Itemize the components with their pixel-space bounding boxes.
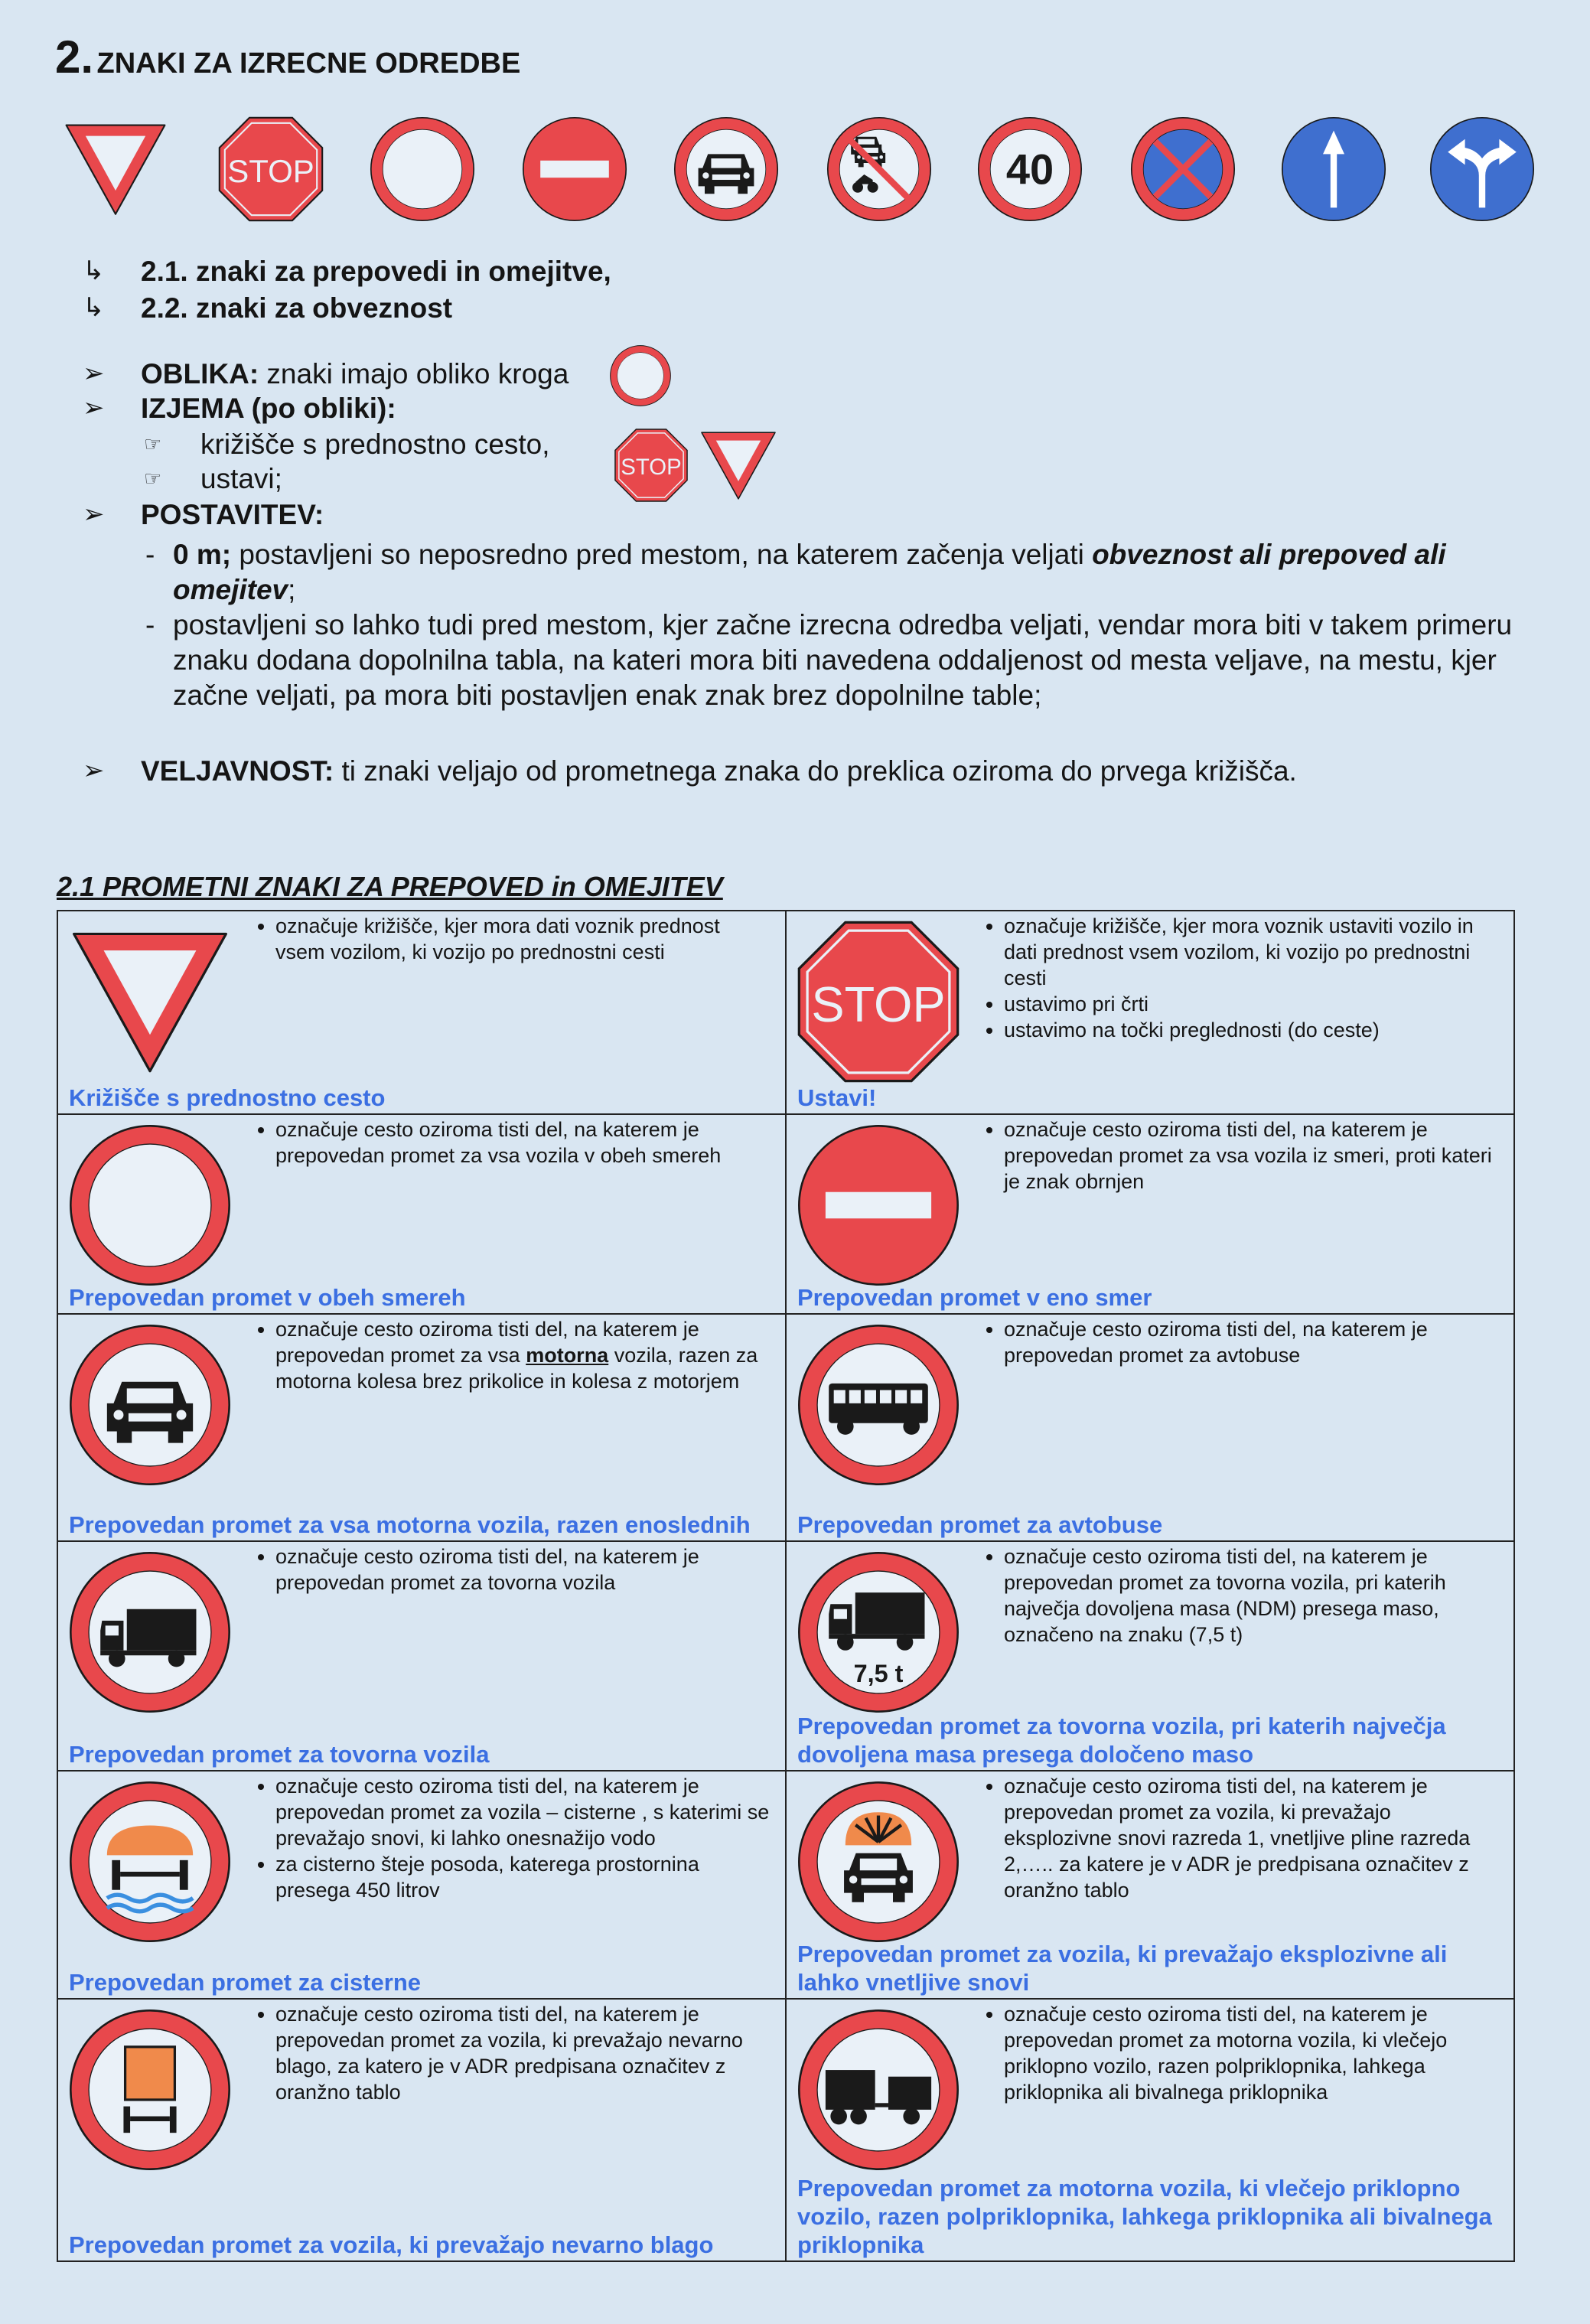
sign-cell-no-explosives [785, 1772, 1513, 1998]
description-bullet: • označuje cesto oziroma tisti del, na katerem je prepovedan promet za avtobuse [1004, 1316, 1501, 1368]
section-title: ZNAKI ZA IZRECNE ODREDBE [96, 47, 521, 80]
sign-caption: Prepovedan promet za cisterne [69, 1969, 421, 1996]
description-bullet: • označuje križišče, kjer mora voznik ustaviti vozilo in dati prednost vsem vozilom, ki vozijo po prednostni cesti [1004, 913, 1501, 991]
sign-caption: Prepovedan promet za vsa motorna vozila, razen enoslednih [69, 1511, 751, 1538]
sign-caption: Prepovedan promet v obeh smereh [69, 1284, 466, 1311]
sign-caption: Prepovedan promet za avtobuse [797, 1511, 1163, 1538]
no-vehicles-sign-icon [67, 1123, 233, 1288]
speed-limit-40-sign-icon [976, 113, 1083, 225]
arrowhead-bullet-icon: ➢ [83, 393, 105, 422]
page-title [55, 31, 520, 83]
svg-text:STOP: STOP [621, 454, 682, 480]
description-list [259, 1543, 773, 1596]
table-row [58, 1998, 1513, 2260]
sign-cell-no-trucks [58, 1542, 785, 1770]
arrow-bullet-icon: ↳ [83, 293, 105, 322]
sign-caption: Prepovedan promet za tovorna vozila [69, 1741, 490, 1768]
sign-caption: Prepovedan promet za tovorna vozila, pri katerih največja dovoljena masa presega določeno maso [797, 1713, 1446, 1768]
pointing-hand-icon: ☞ [144, 432, 162, 455]
oblika-line [141, 357, 569, 391]
postavitev-label: POSTAVITEV: [141, 499, 324, 530]
izjema-item: križišče s prednostno cesto, [200, 429, 550, 460]
sign-caption: Ustavi! [797, 1084, 877, 1111]
no-entry-sign-icon [521, 113, 628, 225]
izjema-label: IZJEMA (po obliki): [141, 393, 396, 424]
no-tankers-sign-icon [67, 1779, 233, 1944]
sign-cell-no-vehicles [58, 1115, 785, 1313]
section-number: 2. [55, 31, 94, 83]
sign-cell-no-entry [785, 1115, 1513, 1313]
description-list [987, 1116, 1501, 1195]
description-list [259, 1116, 773, 1169]
table-row [58, 1770, 1513, 1998]
svg-text:7,5 t: 7,5 t [853, 1659, 904, 1687]
svg-text:40: 40 [1005, 145, 1054, 194]
description-bullet: • označuje cesto oziroma tisti del, na katerem je prepovedan promet za vozila, ki prevažajo eksplozivne snovi razreda 1, vnetljive pline razreda 2,….. za katere je v ADR je predpisana označitev z oranžno tablo [1004, 1773, 1501, 1903]
no-stopping-sign-icon [1129, 113, 1236, 225]
no-trucks-weight-sign-icon [796, 1550, 961, 1715]
sign-caption: Prepovedan promet za motorna vozila, ki vlečejo priklopno vozilo, razen polpriklopnika, lahkega priklopnika ali bivalnega priklopnika [797, 2175, 1492, 2258]
no-trucks-sign-icon [67, 1550, 233, 1715]
table-row [58, 911, 1513, 1113]
description-bullet [275, 1316, 773, 1394]
svg-text:STOP: STOP [227, 152, 314, 189]
table-row [58, 1113, 1513, 1313]
yield-sign-icon [62, 113, 169, 225]
arrow-bullet-icon: ↳ [83, 256, 105, 285]
no-explosives-sign-icon [796, 1779, 961, 1944]
stop-sign-icon [217, 113, 324, 225]
bullet-text: označuje cesto oziroma tisti del, na katerem je prepovedan promet za vsa [275, 1318, 699, 1367]
no-buses-sign-icon [796, 1322, 961, 1488]
sign-caption: Križišče s prednostno cesto [69, 1084, 386, 1111]
subsection-2-2: 2.2. znaki za obveznost [141, 292, 453, 324]
arrowhead-bullet-icon: ➢ [83, 500, 105, 529]
sign-cell-no-trailers [785, 2000, 1513, 2260]
sign-caption: Prepovedan promet v eno smer [797, 1284, 1152, 1311]
izjema-item: ustavi; [200, 463, 282, 494]
sign-cell-no-tankers [58, 1772, 785, 1998]
arrowhead-bullet-icon: ➢ [83, 359, 105, 388]
veljavnost-text: ti znaki veljajo od prometnega znaka do preklica oziroma do prvega križišča. [334, 755, 1297, 787]
postavitev-point-2: postavljeni so lahko tudi pred mestom, kjer začne izrecna odredba veljati, vendar mora biti v takem primeru znaku dodana dopolnilna tabla, na kateri mora biti navedena oddaljenost od mesta veljave, na mestu, kjer začne veljati, pa mora biti postavljen enak znak brez dopolnilne table; [173, 609, 1513, 711]
sign-caption: Prepovedan promet za vozila, ki prevažajo nevarno blago [69, 2231, 714, 2258]
oblika-label: OBLIKA: [141, 358, 259, 390]
no-trailers-sign-icon [796, 2007, 961, 2172]
table-row [58, 1540, 1513, 1770]
description-list [987, 2001, 1501, 2105]
left-or-right-sign-icon [1429, 113, 1536, 225]
sign-cell-no-motor-vehicles [58, 1315, 785, 1540]
no-motor-vehicles-sign-icon [67, 1322, 233, 1488]
description-bullet: • označuje cesto oziroma tisti del, na katerem je prepovedan promet za tovorna vozila, pri katerih največja dovoljena masa (NDM) presega maso, označeno na znaku (7,5 t) [1004, 1543, 1501, 1648]
point-emphasis: obveznost ali prepoved ali omejitev [173, 539, 1446, 605]
distance-value: 0 m; [173, 539, 232, 570]
no-motor-vehicles-sign-icon [673, 113, 780, 225]
description-list [987, 913, 1501, 1043]
stop-sign-icon [614, 427, 689, 504]
description-list [259, 2001, 773, 2105]
circle-sign-icon [609, 344, 672, 408]
pointing-hand-icon: ☞ [144, 467, 162, 490]
description-list [259, 913, 773, 965]
svg-text:STOP: STOP [811, 976, 946, 1032]
sign-cell-no-trucks-weight [785, 1542, 1513, 1770]
description-bullet: • ustavimo pri črti [1004, 991, 1501, 1017]
description-list [259, 1773, 773, 1903]
veljavnost-line [141, 754, 1297, 788]
sign-cell-stop [785, 911, 1513, 1113]
yield-sign-icon [67, 919, 233, 1084]
stop-sign-icon [796, 919, 961, 1084]
no-vehicles-sign-icon [369, 113, 476, 225]
description-bullet: • označuje cesto oziroma tisti del, na katerem je prepovedan promet za vozila – cisterne , s katerimi se prevažajo snovi, ki lahko onesnažijo vodo [275, 1773, 773, 1851]
description-list [259, 1316, 773, 1394]
sign-caption: Prepovedan promet za vozila, ki prevažajo eksplozivne ali lahko vnetljive snovi [797, 1941, 1448, 1996]
description-bullet: • ustavimo na točki preglednosti (do ceste) [1004, 1017, 1501, 1043]
yield-sign-icon [698, 429, 779, 502]
description-bullet: • označuje križišče, kjer mora dati voznik prednost vsem vozilom, ki vozijo po prednostni cesti [275, 913, 773, 965]
no-motor-vehicles-except-motorcycles-sign-icon [826, 113, 933, 225]
sign-cell-yield [58, 911, 785, 1113]
veljavnost-label: VELJAVNOST: [141, 755, 334, 787]
table-row [58, 1313, 1513, 1540]
description-bullet: • označuje cesto oziroma tisti del, na katerem je prepovedan promet za motorna vozila, ki vlečejo priklopno vozilo, razen polpriklopnika, lahkega priklopnika ali bivalnega priklopnika [1004, 2001, 1501, 2105]
description-list [987, 1773, 1501, 1903]
sign-cell-no-buses [785, 1315, 1513, 1540]
description-bullet: • označuje cesto oziroma tisti del, na katerem je prepovedan promet za vozila, ki prevažajo nevarno blago, za katero je v ADR predpisana označitev z oranžno tablo [275, 2001, 773, 2105]
description-bullet: • označuje cesto oziroma tisti del, na katerem je prepovedan promet za vsa vozila v obeh smereh [275, 1116, 773, 1169]
description-bullet: • označuje cesto oziroma tisti del, na katerem je prepovedan promet za tovorna vozila [275, 1543, 773, 1596]
dash-marker: - [145, 539, 155, 570]
no-dangerous-goods-sign-icon [67, 2007, 233, 2172]
subsection-2-1: 2.1. znaki za prepovedi in omejitve, [141, 256, 611, 287]
arrowhead-bullet-icon: ➢ [83, 756, 105, 785]
oblika-text: znaki imajo obliko kroga [259, 358, 569, 390]
description-list [987, 1543, 1501, 1648]
no-entry-sign-icon [796, 1123, 961, 1288]
signs-table [57, 910, 1515, 2262]
bullet-text: vozila, razen za motorna kolesa brez prikolice in kolesa z motorjem [275, 1344, 758, 1393]
sign-cell-no-dangerous-goods [58, 2000, 785, 2260]
table-title: 2.1 PROMETNI ZNAKI ZA PREPOVED in OMEJITEV [57, 871, 723, 902]
point-end: ; [288, 574, 296, 605]
dash-marker: - [145, 609, 155, 640]
postavitev-point-1 [173, 537, 1527, 608]
bullet-emphasis: motorna [526, 1344, 609, 1367]
sign-row [0, 113, 1590, 225]
point-text: postavljeni so neposredno pred mestom, na katerem začenja veljati [231, 539, 1093, 570]
ahead-only-sign-icon [1280, 113, 1387, 225]
description-list [987, 1316, 1501, 1368]
description-bullet: • za cisterno šteje posoda, katerega prostornina presega 450 litrov [275, 1851, 773, 1903]
description-bullet: • označuje cesto oziroma tisti del, na katerem je prepovedan promet za vsa vozila iz smeri, proti kateri je znak obrnjen [1004, 1116, 1501, 1195]
